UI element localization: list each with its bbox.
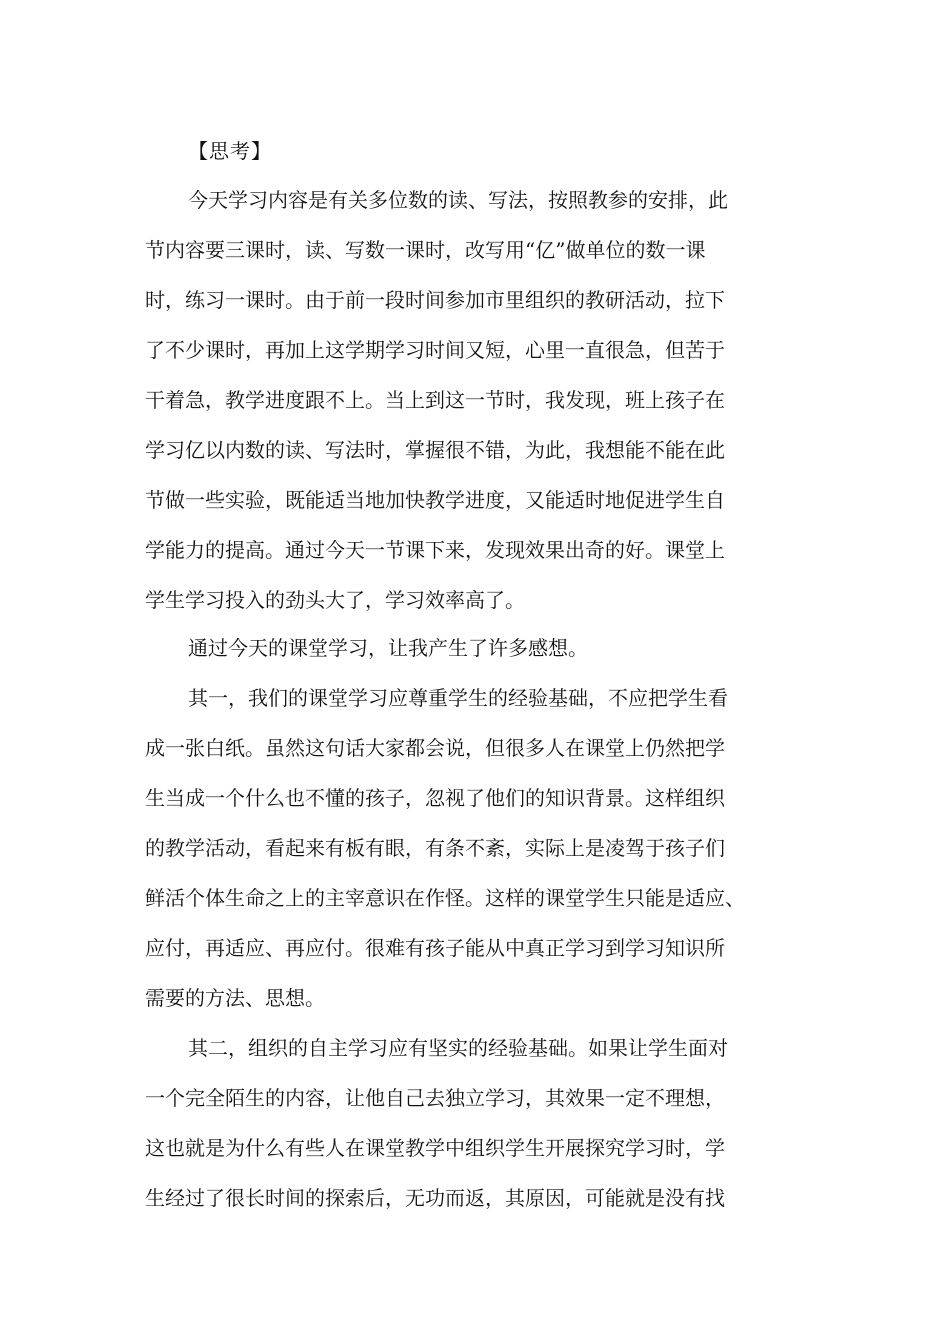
paragraph-line: 鲜活个体生命之上的主宰意识在作怪。这样的课堂学生只能是适应、 [145,886,745,910]
paragraph-line: 的教学活动，看起来有板有眼，有条不紊，实际上是凌驾于孩子们 [145,836,725,860]
paragraph-line: 干着急，教学进度跟不上。当上到这一节时，我发现，班上孩子在 [145,388,725,412]
paragraph-line: 这也就是为什么有些人在课堂教学中组织学生开展探究学习时，学 [145,1136,725,1160]
paragraph-line: 其一，我们的课堂学习应尊重学生的经验基础，不应把学生看 [188,686,728,710]
paragraph-line: 了不少课时，再加上这学期学习时间又短，心里一直很急，但苦于 [145,338,725,362]
paragraph-line: 生当成一个什么也不懂的孩子，忽视了他们的知识背景。这样组织 [145,786,725,810]
paragraph-line: 通过今天的课堂学习，让我产生了许多感想。 [188,636,588,660]
paragraph-line: 应付，再适应、再应付。很难有孩子能从中真正学习到学习知识所 [145,936,725,960]
paragraph-line: 今天学习内容是有关多位数的读、写法，按照教参的安排，此 [188,188,728,212]
paragraph-line: 节做一些实验，既能适当地加快教学进度，又能适时地促进学生自 [145,488,725,512]
paragraph-line: 成一张白纸。虽然这句话大家都会说，但很多人在课堂上仍然把学 [145,736,725,760]
paragraph-line: 节内容要三课时，读、写数一课时，改写用“亿”做单位的数一课 [145,238,706,262]
paragraph-line: 学生学习投入的劲头大了，学习效率高了。 [145,588,525,612]
paragraph-line: 一个完全陌生的内容，让他自己去独立学习，其效果一定不理想， [145,1086,725,1110]
section-heading: 【思考】 [188,139,272,163]
paragraph-line: 生经过了很长时间的探索后，无功而返，其原因，可能就是没有找 [145,1186,725,1210]
paragraph-line: 其二，组织的自主学习应有坚实的经验基础。如果让学生面对 [188,1036,728,1060]
paragraph-line: 学习亿以内数的读、写法时，掌握很不错，为此，我想能不能在此 [145,438,725,462]
paragraph-line: 学能力的提高。通过今天一节课下来，发现效果出奇的好。课堂上 [145,538,725,562]
paragraph-line: 需要的方法、思想。 [145,986,325,1010]
paragraph-line: 时，练习一课时。由于前一段时间参加市里组织的教研活动，拉下 [145,288,725,312]
